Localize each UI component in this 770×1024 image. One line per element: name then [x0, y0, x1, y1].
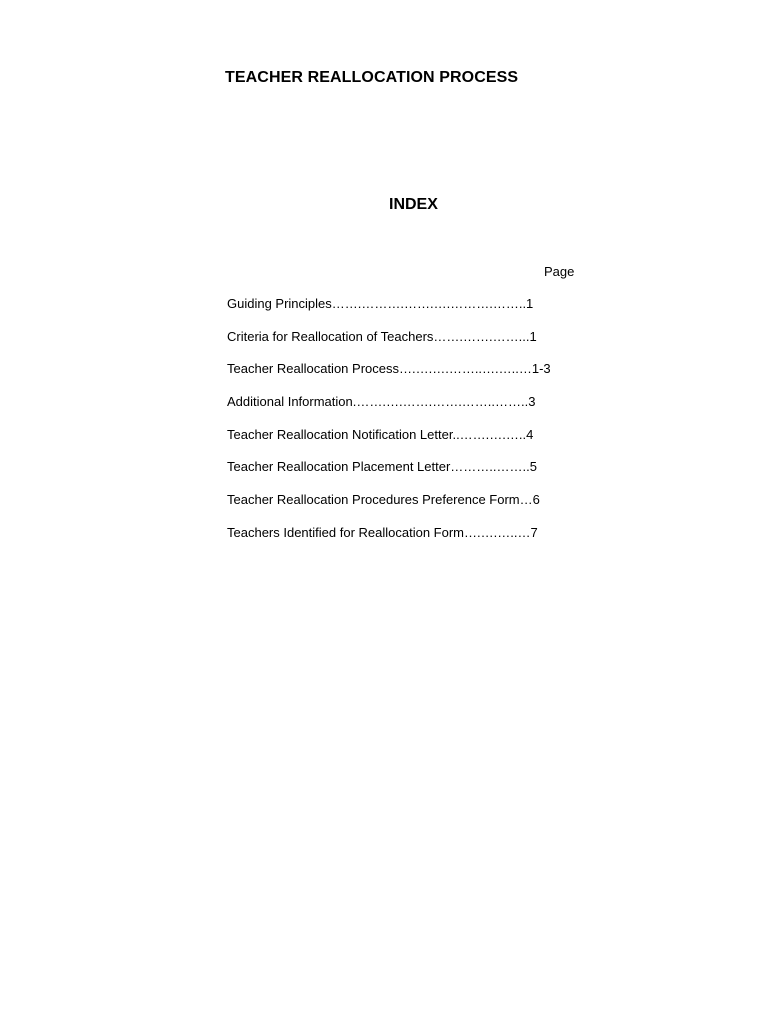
page-column-label: Page — [544, 264, 575, 279]
toc-entry-preference-form: Teacher Reallocation Procedures Preference Form…6 — [227, 492, 540, 508]
toc-entry-placement-letter: Teacher Reallocation Placement Letter………..……..5 — [227, 459, 537, 475]
index-heading: INDEX — [389, 196, 438, 213]
toc-entry-notification-letter: Teacher Reallocation Notification Letter..…….….…..4 — [227, 426, 534, 442]
toc-entry-guiding-principles: Guiding Principles…….……….…….….……….……..1 — [227, 296, 534, 311]
toc-entry-additional-information: Additional Information.…….….…….…….……..……..3 — [227, 394, 536, 410]
table-of-contents — [227, 296, 551, 558]
toc-entry-identified-form: Teachers Identified for Reallocation Form….….…..…7 — [227, 524, 538, 540]
toc-entry-reallocation-process: Teacher Reallocation Process….….….……..….…..…1-3 — [227, 361, 551, 377]
toc-entry-criteria: Criteria for Reallocation of Teachers…….…….……...1 — [227, 328, 537, 344]
document-title: TEACHER REALLOCATION PROCESS — [225, 69, 519, 86]
